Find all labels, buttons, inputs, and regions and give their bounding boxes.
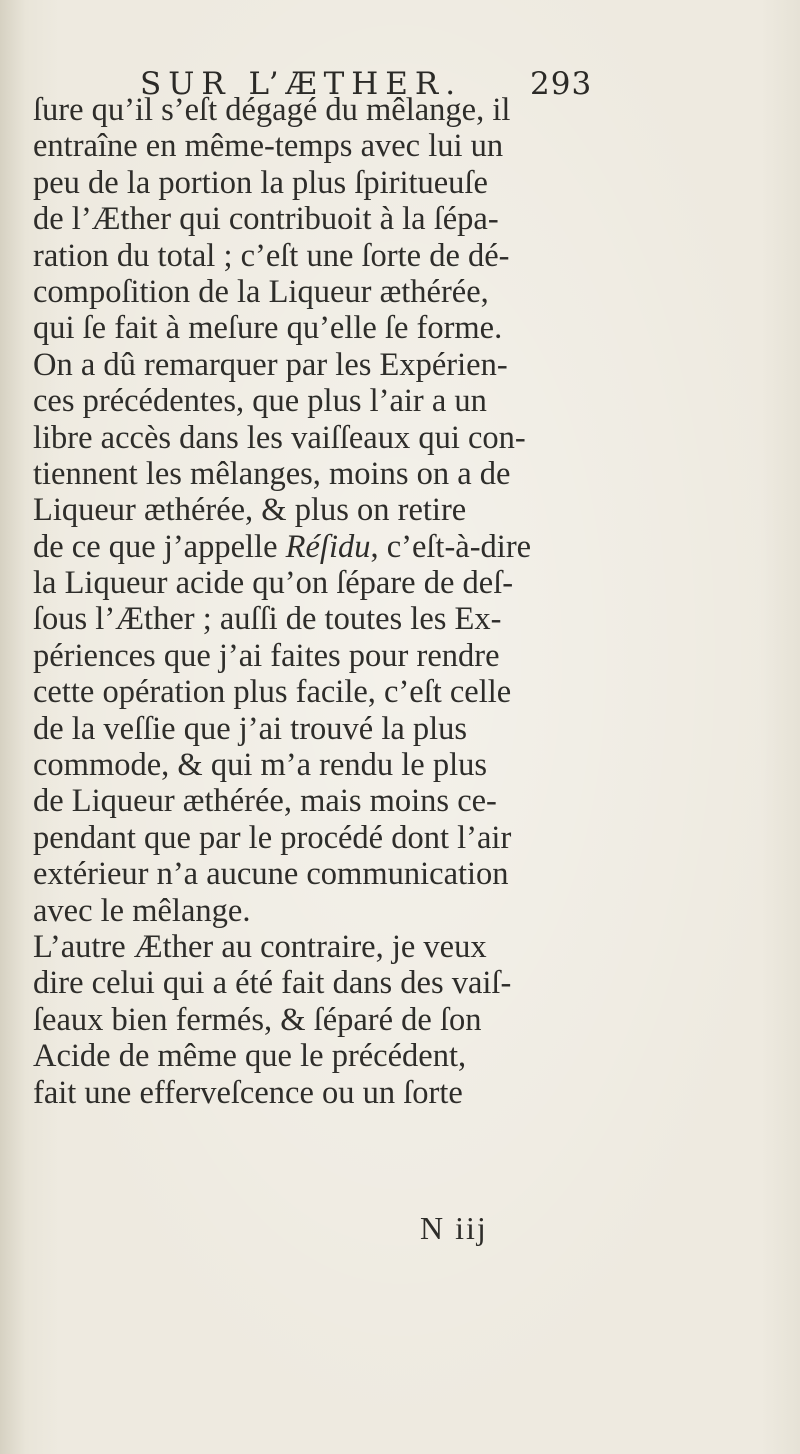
text-line: ſous l’Æther ; auſſi de toutes les Ex- bbox=[33, 601, 502, 638]
signature-mark: N iij bbox=[420, 1210, 488, 1246]
text-line: Liqueur æthérée, & plus on retire bbox=[33, 492, 467, 529]
text-line: L’autre Æther au contraire, je veux bbox=[33, 928, 487, 965]
text-fragment: de ce que j’appelle bbox=[33, 528, 286, 565]
text-line: la Liqueur acide qu’on ſépare de deſ- bbox=[33, 565, 514, 602]
text-line: périences que j’ai faites pour rendre bbox=[33, 637, 500, 674]
text-line: tiennent les mêlanges, moins on a de bbox=[33, 455, 511, 492]
page-number: 293 bbox=[530, 66, 593, 102]
text-line: Acide de même que le précédent, bbox=[33, 1038, 467, 1075]
text-line: ſeaux bien fermés, & ſéparé de ſon bbox=[33, 1001, 482, 1038]
text-line: de la veſſie que j’ai trouvé la plus bbox=[33, 710, 468, 747]
text-line: peu de la portion la plus ſpiritueuſe bbox=[33, 164, 488, 201]
text-line: On a dû remarquer par les Expérien- bbox=[33, 346, 508, 383]
running-title: SUR L’ÆTHER. bbox=[140, 66, 463, 102]
text-line: libre accès dans les vaiſſeaux qui con- bbox=[33, 419, 526, 456]
text-line: de l’Æther qui contribuoit à la ſépa- bbox=[33, 201, 499, 238]
text-line: extérieur n’a aucune communication bbox=[33, 856, 509, 893]
text-line: qui ſe fait à meſure qu’elle ſe forme. bbox=[33, 310, 503, 347]
italic-term-residu: Réſidu bbox=[285, 528, 371, 565]
text-fragment: , c’eſt-à-dire bbox=[370, 528, 532, 565]
text-line: entraîne en même-temps avec lui un bbox=[33, 128, 504, 165]
text-line: ſure qu’il s’eſt dégagé du mêlange, il bbox=[33, 92, 511, 128]
body-text bbox=[33, 92, 593, 1111]
text-line: commode, & qui m’a rendu le plus bbox=[33, 747, 488, 784]
text-line: ces précédentes, que plus l’air a un bbox=[33, 383, 487, 420]
text-line: fait une efferveſcence ou un ſorte bbox=[33, 1074, 463, 1111]
text-line: compoſition de la Liqueur æthérée, bbox=[33, 273, 489, 310]
text-line-with-italic bbox=[33, 529, 593, 565]
text-line: dire celui qui a été fait dans des vaiſ- bbox=[33, 965, 512, 1002]
text-line: pendant que par le procédé dont l’air bbox=[33, 819, 512, 856]
text-line: cette opération plus facile, c’eſt celle bbox=[33, 674, 512, 711]
text-line: avec le mêlange. bbox=[33, 892, 251, 929]
text-line: de Liqueur æthérée, mais moins ce- bbox=[33, 783, 497, 820]
text-line: ration du total ; c’eſt une ſorte de dé- bbox=[33, 237, 510, 274]
